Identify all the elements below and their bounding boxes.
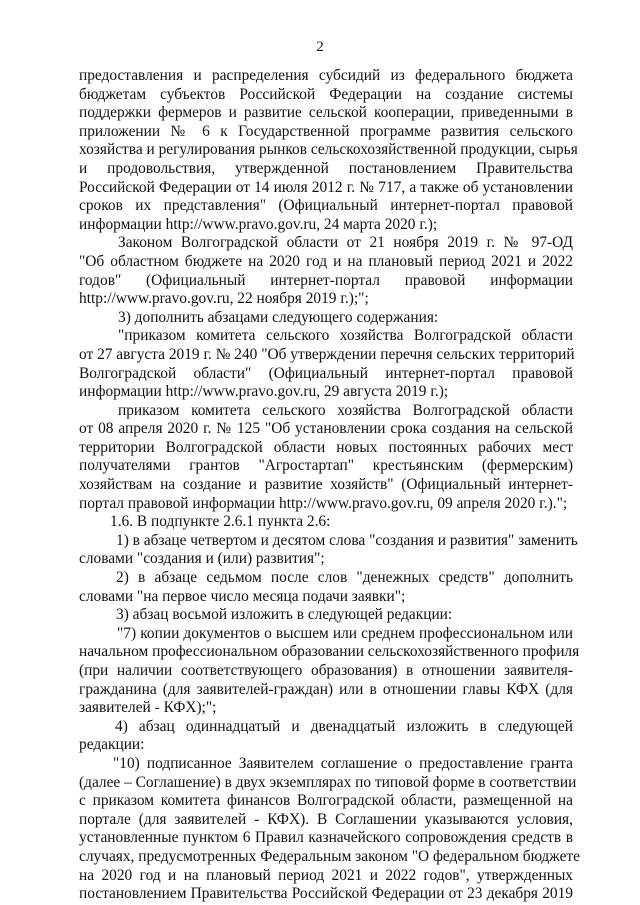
text-line: получателями грантов "Агростартап" крестьянским (фермерским): [79, 457, 573, 475]
text-line: с приказом комитета финансов Волгоградской области, размещенной на: [79, 792, 573, 810]
text-line: "10) подписанное Заявителем соглашение о предоставление гранта: [113, 754, 573, 772]
text-line: (при наличии соответствующего образования) в отношении заявителя-: [79, 662, 573, 679]
text-line: Российской Федерации от 14 июля 2012 г. № 717, а также об установлении: [79, 178, 573, 196]
text-line: 2) в абзаце седьмом после слов "денежных средств" дополнить: [116, 569, 573, 587]
text-line: бюджетам субъектов Российской Федерации на создание системы: [79, 85, 573, 103]
text-line: гражданина (для заявителей-граждан) или в отношении главы КФХ (для: [79, 680, 573, 698]
text-line: приказом комитета сельского хозяйства Волгоградской области: [118, 401, 573, 419]
text-line: "приказом комитета сельского хозяйства Волгоградской области: [118, 327, 573, 345]
text-line: территории Волгоградской области новых постоянных рабочих мест: [79, 438, 573, 456]
text-line: 3) абзац восьмой изложить в следующей редакции:: [116, 606, 453, 624]
text-line: хозяйствам на создание и развитие хозяйств" (Официальный интернет-: [79, 476, 573, 494]
text-line: портал правовой информации http://www.pravo.gov.ru, 09 апреля 2020 г.).";: [79, 494, 568, 512]
text-line: от 08 апреля 2020 г. № 125 "Об установлении срока создания на сельской: [79, 420, 573, 438]
text-line: приложении № 6 к Государственной программе развития сельского: [79, 122, 573, 140]
text-line: установленные пунктом 6 Правил казначейского сопровождения средств в: [79, 829, 573, 847]
text-line: заявителей - КФХ);";: [79, 699, 217, 717]
text-line: постановлением Правительства Российской Федерации от 23 декабря 2019: [79, 885, 573, 903]
text-line: 1) в абзаце четвертом и десятом слова "создания и развития" заменить: [116, 531, 578, 549]
text-line: информации http://www.pravo.gov.ru, 29 августа 2019 г.);: [79, 383, 449, 401]
text-line: на 2020 год и на плановый период 2021 и 2022 годов", утвержденных: [79, 866, 573, 884]
document-body: [79, 67, 580, 904]
text-line: Волгоградской области" (Официальный интернет-портал правовой: [79, 364, 573, 382]
text-line: предоставления и распределения субсидий из федерального бюджета: [79, 67, 573, 84]
text-line: "7) копии документов о высшем или среднем профессиональном или: [117, 624, 573, 642]
text-line: 3) дополнить абзацами следующего содержания:: [118, 308, 439, 326]
text-line: случаях, предусмотренных Федеральным законом "О федеральном бюджете: [79, 847, 580, 865]
text-line: годов" (Официальный интернет-портал правовой информации: [79, 271, 573, 289]
page-number: 2: [316, 39, 324, 55]
text-line: словами "на первое число месяца подачи заявки";: [79, 587, 406, 605]
text-line: словами "создания и (или) развития";: [79, 550, 325, 568]
text-line: редакции:: [79, 736, 145, 754]
text-line: портале (для заявителей - КФХ). В Соглашении указываются условия,: [79, 810, 573, 828]
text-line: http://www.pravo.gov.ru, 22 ноября 2019 г.);";: [79, 290, 369, 308]
text-line: сроков их представления" (Официальный интернет-портал правовой: [79, 197, 573, 215]
text-line: 1.6. В подпункте 2.6.1 пункта 2.6:: [110, 513, 331, 531]
text-line: "Об областном бюджете на 2020 год и на плановый период 2021 и 2022: [79, 252, 573, 270]
text-line: 4) абзац одиннадцатый и двенадцатый изложить в следующей: [115, 717, 573, 735]
text-line: начальном профессиональном образовании сельскохозяйственного профиля: [79, 643, 580, 661]
text-line: (далее – Соглашение) в двух экземплярах по типовой форме в соответствии: [79, 773, 577, 791]
text-line: и продовольствия, утвержденной постановлением Правительства: [79, 159, 573, 177]
text-line: информации http://www.pravo.gov.ru, 24 марта 2020 г.);: [79, 215, 438, 233]
text-line: поддержки фермеров и развитие сельской кооперации, приведенными в: [79, 104, 573, 122]
text-line: от 27 августа 2019 г. № 240 "Об утверждении перечня сельских территорий: [79, 345, 575, 363]
text-line: хозяйства и регулирования рынков сельскохозяйственной продукции, сырья: [79, 141, 578, 159]
text-line: Законом Волгоградской области от 21 ноября 2019 г. № 97-ОД: [118, 234, 573, 252]
